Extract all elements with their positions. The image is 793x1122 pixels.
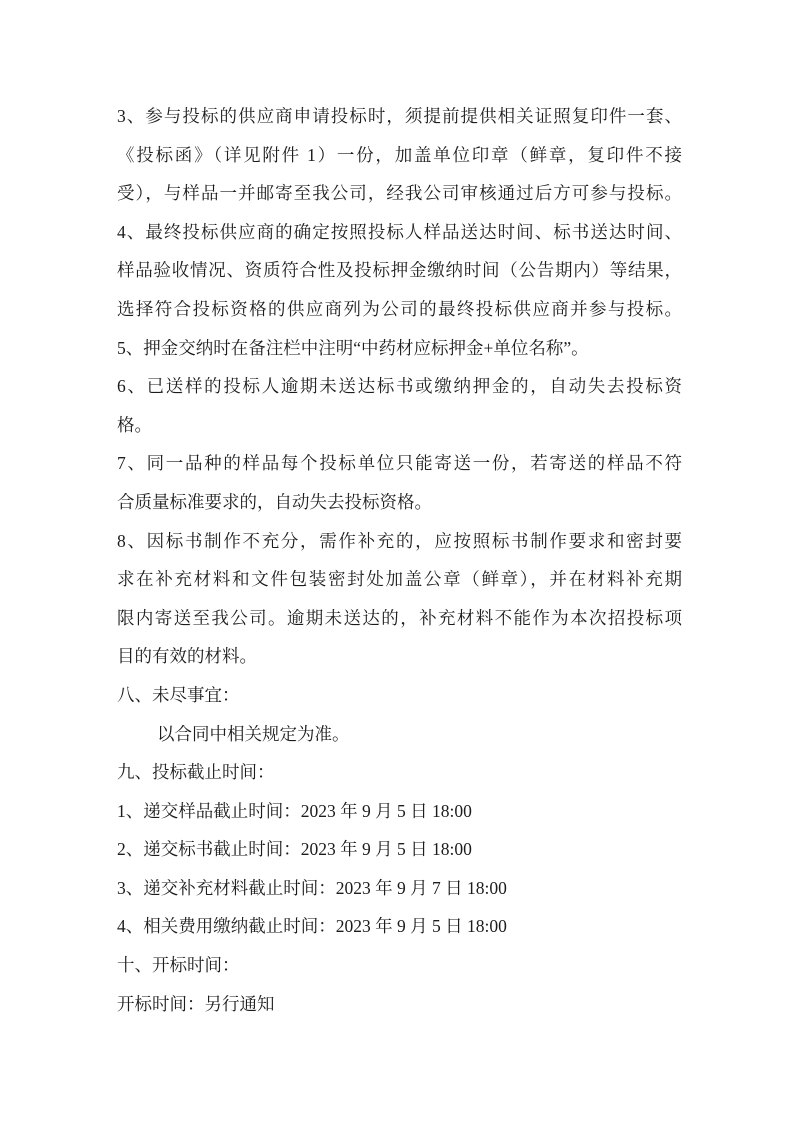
text-line: 1、递交样品截止时间：2023 年 9 月 5 日 18:00 bbox=[117, 800, 472, 821]
document-body bbox=[117, 97, 682, 1023]
text-line: 合质量标准要求的，自动失去投标资格。 bbox=[117, 491, 432, 512]
text-line: 求在补充材料和文件包装密封处加盖公章（鲜章），并在材料补充期 bbox=[117, 569, 682, 590]
text-line: 选择符合投标资格的供应商列为公司的最终投标供应商并参与投标。 bbox=[117, 298, 682, 319]
text-line: 九、投标截止时间： bbox=[117, 762, 275, 783]
text-line: 4、相关费用缴纳截止时间：2023 年 9 月 5 日 18:00 bbox=[117, 916, 507, 937]
text-line: 样品验收情况、资质符合性及投标押金缴纳时间（公告期内）等结果， bbox=[117, 260, 682, 281]
text-line: 《投标函》（详见附件 1）一份，加盖单位印章（鲜章，复印件不接 bbox=[117, 144, 682, 165]
text-line: 8、因标书制作不充分，需作补充的，应按照标书制作要求和密封要 bbox=[117, 530, 682, 551]
text-line: 目的有效的材料。 bbox=[117, 646, 257, 667]
text-line: 八、未尽事宜： bbox=[117, 684, 240, 705]
text-line: 限内寄送至我公司。逾期未送达的，补充材料不能作为本次招投标项 bbox=[117, 607, 682, 628]
text-line: 2、递交标书截止时间：2023 年 9 月 5 日 18:00 bbox=[117, 839, 472, 860]
text-line: 5、押金交纳时在备注栏中注明“中药材应标押金+单位名称”。 bbox=[117, 337, 589, 358]
text-line: 3、递交补充材料截止时间：2023 年 9 月 7 日 18:00 bbox=[117, 877, 507, 898]
text-line: 3、参与投标的供应商申请投标时，须提前提供相关证照复印件一套、 bbox=[117, 106, 682, 126]
text-line: 以合同中相关规定为准。 bbox=[157, 723, 350, 744]
text-line: 6、已送样的投标人逾期未送达标书或缴纳押金的，自动失去投标资 bbox=[117, 376, 682, 397]
text-line: 格。 bbox=[117, 414, 152, 435]
text-line: 开标时间：另行通知 bbox=[117, 993, 275, 1014]
text-line: 7、同一品种的样品每个投标单位只能寄送一份，若寄送的样品不符 bbox=[117, 453, 682, 474]
text-line: 受），与样品一并邮寄至我公司，经我公司审核通过后方可参与投标。 bbox=[117, 183, 682, 204]
text-line: 十、开标时间： bbox=[117, 955, 240, 976]
text-line: 4、最终投标供应商的确定按照投标人样品送达时间、标书送达时间、 bbox=[117, 221, 682, 242]
